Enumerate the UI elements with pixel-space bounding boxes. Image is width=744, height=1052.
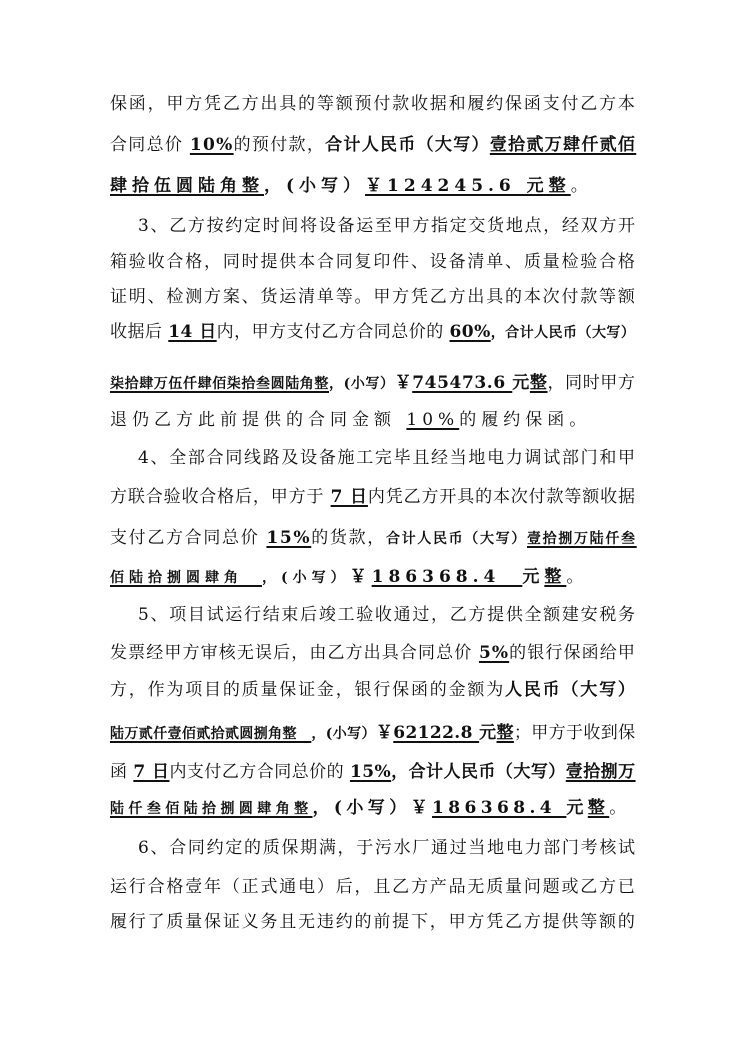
text-line [110, 640, 636, 666]
text-segment: 方，作为项目的质量保证金，银行保函的金额为 [110, 680, 506, 700]
underlined-amount: 60% [449, 322, 491, 342]
underlined-amount: 壹拾捌万 [565, 762, 636, 782]
bold-text: ，合计人民币（大写） [391, 762, 566, 782]
bold-text: 合计人民币（大写） [385, 531, 527, 547]
bold-text: ，(小写） [329, 376, 395, 392]
underlined-amount: 186368.4 [371, 567, 523, 587]
text-segment: 的银行保函给甲 [509, 643, 637, 663]
underlined-amount: 10% [189, 135, 234, 155]
bold-text: 合计人民币（大写） [325, 135, 490, 155]
text-segment: 保函，甲方凭乙方出具的等额预付款收据和履约保函支付乙方本 [110, 94, 637, 114]
text-line [110, 720, 636, 746]
text-segment: 。 [566, 567, 589, 587]
text-line [110, 173, 593, 199]
underlined-amount: 7 日 [133, 762, 170, 782]
text-segment: 支付乙方合同总价 [110, 528, 267, 548]
underlined-amount: 14 日 [168, 322, 217, 342]
bold-text: ，(小写） [262, 570, 350, 586]
text-line [110, 677, 637, 703]
bold-text: 元 [479, 723, 497, 743]
underlined-amount: 陆万贰仟壹佰贰拾贰圆捌角整 [110, 726, 312, 742]
text-segment: ；甲方于收到保 [513, 723, 636, 743]
bold-text: 元 [566, 798, 588, 818]
text-segment: 运行合格壹年（正式通电）后，且乙方产品无质量问题或乙方已 [110, 877, 637, 897]
bold-text: ，合计人民币（大写） [490, 325, 636, 341]
underlined-amount: 肆拾伍圆陆角整 [110, 176, 264, 196]
text-segment: 内，甲方支付乙方合同总价的 [216, 322, 450, 342]
text-line [110, 874, 637, 900]
text-line [138, 213, 637, 239]
text-line [110, 759, 636, 785]
text-line [110, 564, 588, 590]
bold-text: ￥ [410, 798, 433, 818]
underlined-amount: 15% [266, 528, 312, 548]
underlined-amount: 整 [529, 373, 548, 393]
text-line [110, 284, 637, 310]
text-line [110, 91, 637, 117]
text-segment: 函 [110, 762, 134, 782]
text-segment: 方联合验收合格后，甲方于 [110, 487, 331, 507]
text-segment: 6、合同约定的质保期满，于污水厂通过当地电力部门考核试 [138, 838, 637, 858]
text-segment: 箱验收合格，同时提供本合同复印件、设备清单、质量检验合格 [110, 252, 637, 272]
bold-text: 元 [512, 373, 530, 393]
underlined-amount: ￥124245.6 元整 [365, 176, 571, 196]
underlined-amount: 整 [587, 798, 610, 818]
text-line [110, 909, 637, 935]
text-line [110, 370, 636, 396]
underlined-amount: 10% [406, 410, 460, 430]
bold-text: ，(小写） [312, 798, 411, 818]
text-segment: 发票经甲方审核无误后，由乙方出具合同总价 [110, 643, 479, 663]
text-segment: 证明、检测方案、货运清单等。甲方凭乙方出具的本次付款等额 [110, 287, 637, 307]
underlined-amount: 15% [349, 762, 392, 782]
text-line [110, 407, 591, 433]
text-segment: 内支付乙方合同总价的 [169, 762, 350, 782]
underlined-amount: 186368.4 [432, 798, 567, 818]
bold-text: ，(小写） [311, 726, 376, 742]
text-segment: 内凭乙方开具的本次付款等额收据 [367, 487, 636, 507]
text-line [110, 795, 631, 821]
underlined-amount: 陆仟叁佰陆拾捌圆肆角整 [110, 801, 313, 817]
underlined-amount: 柒拾肆万伍仟肆佰柒拾叁圆陆角整 [110, 376, 329, 392]
text-segment: 的预付款， [233, 135, 326, 155]
text-line [110, 132, 636, 158]
underlined-amount: 佰陆拾捌圆肆角 [110, 570, 262, 586]
bold-text: ￥ [349, 567, 372, 587]
underlined-amount: 7 日 [330, 487, 368, 507]
bold-text: ￥ [375, 723, 394, 743]
text-segment: 的履约保函。 [459, 410, 592, 430]
bold-text: 元 [522, 567, 545, 587]
underlined-amount: 壹拾贰万肆仟贰佰 [489, 135, 637, 155]
text-segment: 退仍乙方此前提供的合同金额 [110, 410, 407, 430]
bold-text: 人民币（大写） [505, 680, 637, 700]
text-segment: 的货款， [311, 528, 386, 548]
text-segment: 4、全部合同线路及设备施工完毕且经当地电力调试部门和甲 [138, 448, 637, 468]
underlined-amount: 62122.8 [393, 723, 480, 743]
text-line [110, 484, 636, 510]
text-segment: ，同时甲方 [547, 373, 636, 393]
text-segment: 3、乙方按约定时间将设备运至甲方指定交货地点，经双方开 [138, 216, 637, 236]
text-line [110, 525, 637, 551]
text-line [110, 249, 637, 275]
underlined-amount: 整 [496, 723, 514, 743]
bold-text: ￥ [394, 373, 413, 393]
text-line [138, 835, 637, 861]
underlined-amount: 壹拾捌万陆仟叁 [526, 531, 637, 547]
text-line [110, 319, 635, 345]
text-segment: 5、项目试运行结束后竣工验收通过，乙方提供全额建安税务 [138, 605, 637, 625]
underlined-amount: 5% [478, 643, 510, 663]
bold-text: ，(小写） [264, 176, 366, 196]
underlined-amount: 745473.6 [412, 373, 513, 393]
text-line [138, 445, 637, 471]
text-segment: 。 [609, 798, 631, 818]
text-segment: 收据后 [110, 322, 169, 342]
text-segment: 合同总价 [110, 135, 190, 155]
underlined-amount: 整 [544, 567, 567, 587]
text-segment: 。 [570, 176, 593, 196]
text-segment: 履行了质量保证义务且无违约的前提下，甲方凭乙方提供等额的 [110, 912, 637, 932]
text-line [138, 602, 637, 628]
